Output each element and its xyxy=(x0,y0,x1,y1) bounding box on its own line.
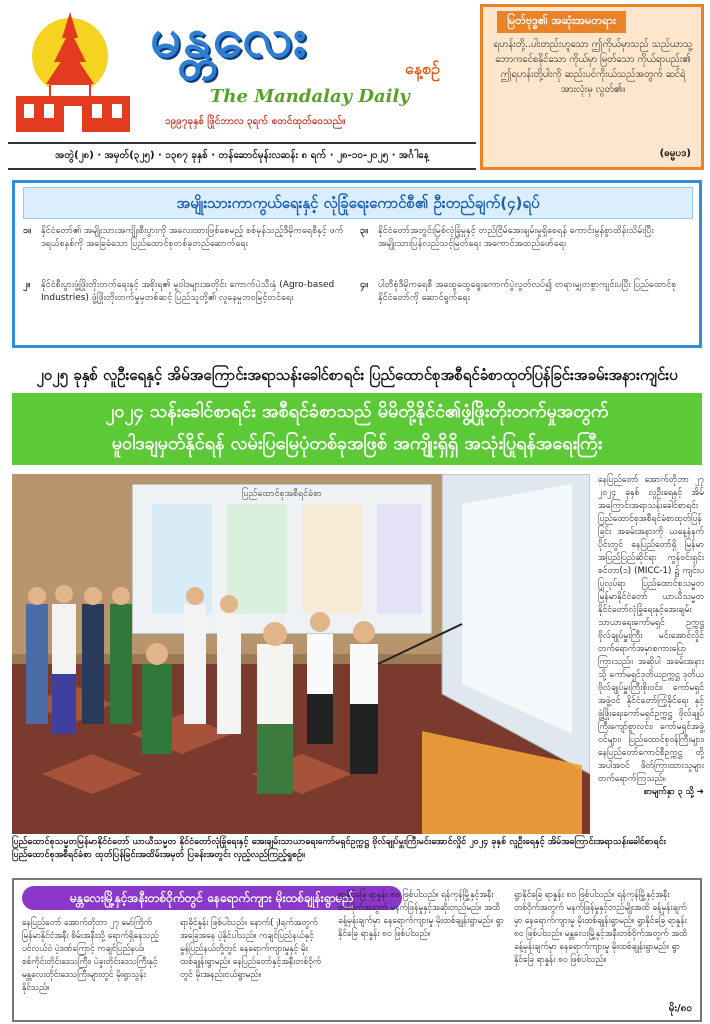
headline-line-2: မူဝါဒချမှတ်နိုင်ရန် လမ်းပြမြေပုံတစ်ခုအဖြစ် အကျိုးရှိရှိ အသုံးပြုရန်အရေးကြီး xyxy=(111,433,603,454)
kicker-headline: ၂၀၂၅ ခုနှစ် လူဦးရေနှင့် အိမ်အကြောင်းအရာသန်းခေါင်စာရင်း ပြည်ထောင်စုအစီရင်ခံစာထုတ်ပြန်ခြင်းအခမ်းအနားကျင်းပ xyxy=(36,366,678,384)
masthead-tagline: ၁၉၉၇ခုနှစ် ဖြိုင်ဘာလ ၃ရက် စတင်ထုတ်ဝေသည်။ xyxy=(165,116,346,127)
lead-photo xyxy=(12,474,590,834)
main-headline-box xyxy=(12,393,702,465)
objective-number: ၄။ xyxy=(360,280,368,290)
objective-item xyxy=(360,225,690,275)
objective-number: ၂။ xyxy=(23,280,31,290)
objectives-title: အမျိုးသားကာကွယ်ရေးနှင့် လုံခြုံရေးကောင်စီ၏ ဦးတည်ချက်(၄)ရပ် xyxy=(23,187,693,219)
objective-text: နိုင်ငံတော်အတွင်းမြစ်လုံခြုံမှုနှင့် တည်ငြိမ်အေးချမ်းမှုရှိစေရန် ကောင်းမွန်စွာထိန်းသိမ်းပြီး အမျိုးသားပြန်လည်သင့်မြတ်ရေး အကောင်အထည်ဖော်ရေး xyxy=(378,226,654,249)
lead-story-column xyxy=(598,474,704,834)
masthead-english-title: The Mandalay Daily xyxy=(210,86,410,107)
objective-text: နိုင်ငံစီးပွားဖွံ့ဖြိုးတိုးတက်ရေးနှင့် အစိုးရ၏ မူဝါဒများအတိုင်း ကောက်ပဲသီးနှံ (Agro-based Industries) ဖွံ့ဖြိုးတိုးတက်မှုမှတစ်ဆင့် ပြည်သူတို့၏ လူနေမှုဘဝမြင့်တင်ရေး xyxy=(41,280,335,303)
weather-story-title: မန္တလေးမြို့နှင့်အနီးတစ်ဝိုက်တွင် နေရောက်ကျား မိုးထစ်ချုန်းရွာမည် xyxy=(22,886,402,910)
buddha-teaching-box xyxy=(480,4,704,170)
objective-text: ပါတီစုံဒီမိုကရေစီ အထွေထွေရွေးကောက်ပွဲလွတ်လပ်၍ တရားမျှတစွာကျင်းပပြီး ပြည်ထောင်စုနိုင်ငံတော်ကို ဆောင်ရွက်ရေး xyxy=(378,280,677,303)
exhibition-photo-illustration xyxy=(12,474,590,834)
objective-item xyxy=(360,279,690,339)
masthead-title: မန္တလေး xyxy=(150,6,309,69)
story-byline-ref: မိုး/၈၀ xyxy=(668,1003,692,1014)
weather-story-box xyxy=(12,878,702,1022)
masthead-daily-suffix: နေ့စဉ် xyxy=(405,59,440,78)
issue-dateline: အတွဲ(၂၈) · အမှတ်(၃၂၅) · ၁၃၈၇ ခုနှစ် · တန်ဆောင်မုန်းလဆန်း ၈ ရက် · ၂၈-၁၀-၂၀၂၅ · အင်္ဂါနေ့ xyxy=(8,142,476,170)
quote-title: မြတ်ဗုဒ္ဓ၏ အဆုံးအမတရား xyxy=(497,11,626,33)
weather-column-4: ရွာနိုင်ခြေ ရာနှုန်း ၈၀ ဖြစ်ပါသည်။ ရန်ကုန်မြို့နှင့်အနီးတစ်ဝိုက်အတွက် မနက်ဖြန်မှုနှင့်တည်မျိုးအထိ ခန့်မှန်းချက်မှာ နေရောက်ကျားမှု မိုးထစ်ချုန်းရွာမည်။ ရွာနိုင်ခြေ ရာနှုန်း ၈၀ ဖြစ်ပါသည်။ မန္တလေးမြို့နှင့်အနီးတစ်ဝိုက်အတွက် အထိ ခန့်မှန်းချက်မှာ နေရောက်ကျားမှု မိုးထစ်ချုန်းရွာမည်။ ရွာနိုင်ခြေ ရာနှုန်း ၈၀ ဖြစ်ပါသည်။ xyxy=(514,889,688,964)
weather-column-3: ရွာနိုင်ခြေ ရာနှုန်း ၈၀ ဖြစ်ပါသည်။ ရန်ကုန်မြို့နှင့်အနီးတစ်ဝိုက်အတွက် မနက်ဖြန်မှုနှင့်အဆိုးတည်မည်။ အထိ ခန့်မှန်းချက်မှာ နေရောက်ကျားမှု မိုးထစ်ချုန်းရွာမည်။ ရွာနိုင်ခြေ ရာနှုန်း ၈၀ ဖြစ်ပါသည်။ xyxy=(338,889,504,938)
quote-reference: (ဓမ္မပဒ) xyxy=(659,148,691,159)
weather-column-2: ရာခိုင်နှုန်း ဖြစ်ပါသည်။ နောက်(၂)ရက်အတွက် အခြေအနေ ပဲ့နိုင်ပါသည်။ ကချင်ပြည်နယ်နှင့် မွန်ပြည်နယ်တို့တွင် နေရောက်ကျားမှုနှင့် မိုးထစ်ချုန်းရွာမည်။ နေပြည်တော်နှင့်အနီးတစ်ဝိုက်တွင် မိုးအနည်းငယ်ရွာမည်။ xyxy=(180,917,322,979)
objective-number: ၁။ xyxy=(23,226,31,236)
continued-on-page: စာမျက်နှာ ၃ သို့ ➜ xyxy=(643,787,704,797)
quote-text: ရဟန်းတို့..ပါးတည်းဟူသော ဤကိုယ်မှာသည် သည်ယာသူ့ ဘောကင်ေစနိုင်သော ကိုယ်မှာ မြတ်သော ကိုယ်ရာပည်း၏ ဤရဟန်းတို့ပါးကို ဆည်းပင်ကိုးယ်သည်အတွက် ဆင်ရဲအားလုံးမှ လွတ်၏။ xyxy=(493,39,693,95)
lead-story-text: နေပြည်တော် အောက်တိုဘာ ၂၇ ၂၀၂၄ ခုနှစ် လူဦးရေနှင့် အိမ်အကြောင်းအရာသန်းခေါင်စာရင်း ပြည်ထောင်စုအစီရင်ခံစာထုတ်ပြန်ခြင်း အခမ်းအနားကို ယနေ့နံနက် ပိုင်းတွင် နေပြည်တော်ရှိ မြန်မာ အပြည်ပြည်ဆိုင်ရာ ကွန်ဗင်းရှင်း စင်တာ(၁) (MICC-1) ၌ ကျင်းပ ပြုလုပ်ရာ ပြည်ထောင်စုသမ္မတမြန်မာနိုင်ငံတော် ယာယီသမ္မတ နိုင်ငံတော်လုံခြုံရေးနှင့်အေးချမ်းသာယာရေးကော်မရှင် ဥက္ကဋ္ဌ ဗိုလ်ချုပ်မှူးကြီး မင်းအောင်လှိုင် တက်ရောက်အမှာစကားပြောကြားသည်။ အဆိုပါ အခမ်းအနားသို့ ကော်မရှင်ဒုတိယဥက္ကဋ္ဌ ဒုတိယ ဗိုလ်ချုပ်မှူးကြီးစိုးဝင်း၊ ကော်မရှင် အဖွဲ့ဝင် နိုင်ငံတော်ကြံ့ခိုင်ရေး နှင့် ဖွံ့ဖြိုးရေးကော်မရှင်ဥက္ကဋ္ဌ ဗိုလ်ချုပ်ကြီးကျော်စွာလင်း၊ ကော်မရှင်အဖွဲ့ဝင်များ၊ ပြည်ထောင်စုဝန်ကြီးများ၊ နေပြည်တော်ကောင်စီဥက္ကဋ္ဌ တို့အပါအဝင် ဖိတ်ကြားထားသူများ တက်ရောက်ကြသည်။ xyxy=(598,475,704,784)
palace-logo-icon xyxy=(10,8,135,138)
weather-column-1: နေပြည်တော် အောက်တိုဘာ ၂၇ မော်ကြိုက်မြန်မာနိုင်ငံအနီး စိမ်းအနီးသို့ ရောက်ရှိနေသည့် ပင်လယ်ဝဲ ပဲ့ဒဏ်ကြောင့် ကချင်ပြည်နယ်၊ စစ်ကိုင်းတိုင်းဒေသကြီး၊ ပဲခူးတိုင်းဒေသကြီးနှင့် မန္တလေးတိုင်းဒေသကြီးများတွင် မိုးရွာသွန်းနိုင်သည်။ xyxy=(22,917,159,992)
objective-item xyxy=(23,225,348,275)
headline-line-1: ၂၀၂၄ သန်းခေါင်စာရင်း အစီရင်ခံစာသည် မိမိတို့နိုင်ငံ၏ဖွံ့ဖြိုးတိုးတက်မှုအတွက် xyxy=(105,401,609,422)
council-objectives-box xyxy=(12,180,702,348)
objective-item xyxy=(23,279,348,339)
photo-caption: ပြည်ထောင်စုသမ္မတမြန်မာနိုင်ငံတော် ယာယီသမ္မတ နိုင်ငံတော်လုံခြုံရေးနှင့် အေးချမ်းသာယာရေးကော်မရှင်ဥက္ကဋ္ဌ ဗိုလ်ချုပ်မှူးကြီးမင်းအောင်လှိုင် ၂၀၂၄ ခုနှစ် လူဦးရေနှင့် အိမ်အကြောင်းအရာသန်းခေါင်စာရင်း ပြည်ထောင်စုအစီရင်ခံစာ ထုတ်ပြန်ခြင်းအထိမ်းအမှတ် ပြခန်းအတွင်း လှည့်လည်ကြည့်ရှုစဉ်။ xyxy=(12,837,666,860)
objective-text: နိုင်ငံတော်၏ အမျိုးသားအကျိုးစီးပွားကို အလေးထားဖြစ်စေမည့် စစ်မှန်သည့်ဒီမိုကရေစီနှင့် ဖက်ဒရယ်စနစ်ကို အခြေခံသော ပြည်ထောင်စုတစ်ခုတည်ဆောက်ရေး xyxy=(41,226,344,249)
objective-number: ၃။ xyxy=(360,226,368,236)
board-title: ပြည်ထောင်စုအစီရင်ခံစာ xyxy=(242,489,322,499)
